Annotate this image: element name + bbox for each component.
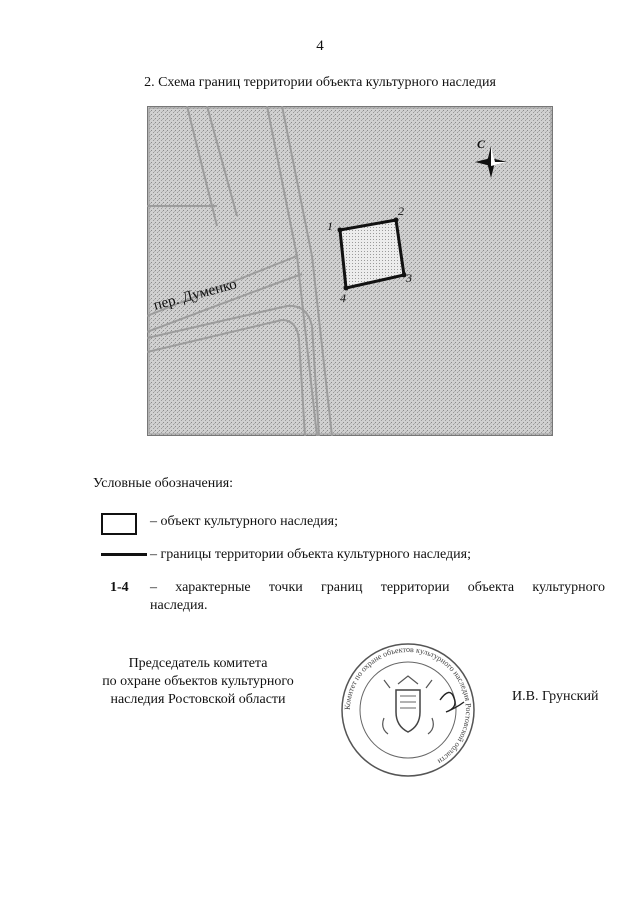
boundary-map <box>147 106 553 436</box>
legend-object-symbol <box>101 513 137 535</box>
heritage-object <box>340 220 404 288</box>
point-label-1: 1 <box>327 219 333 233</box>
point-label-4: 4 <box>340 291 346 305</box>
compass-north-label: С <box>477 137 486 151</box>
signatory-name: И.В. Грунский <box>512 689 599 704</box>
svg-text:Комитет по охране объектов кул: Комитет по охране объектов культурного наследия Ростовской области <box>342 644 474 767</box>
position-line-1: Председатель комитета <box>128 656 268 671</box>
legend-object-text: – объект культурного наследия; <box>150 514 338 529</box>
legend-points-text-line2: наследия. <box>150 598 208 613</box>
boundary-point <box>344 286 349 291</box>
legend-points-text-line1: – характерные точки границ территории объекта культурного <box>150 580 605 595</box>
point-label-3: 3 <box>406 271 412 285</box>
page-number: 4 <box>316 38 324 54</box>
signatory-position <box>93 655 303 709</box>
legend-boundary-text: – границы территории объекта культурного наследия; <box>150 547 471 562</box>
point-label-2: 2 <box>398 204 404 218</box>
boundary-point <box>338 228 343 233</box>
legend-points-label: 1-4 <box>110 580 129 595</box>
scheme-title: 2. Схема границ территории объекта культурного наследия <box>144 75 496 90</box>
street-label: пер. Думенко <box>151 276 239 314</box>
legend-title: Условные обозначения: <box>93 476 234 491</box>
official-seal <box>328 640 488 780</box>
position-line-3: наследия Ростовской области <box>110 692 286 707</box>
boundary-point <box>394 218 399 223</box>
position-line-2: по охране объектов культурного <box>102 674 294 689</box>
legend-boundary-symbol <box>101 553 147 556</box>
